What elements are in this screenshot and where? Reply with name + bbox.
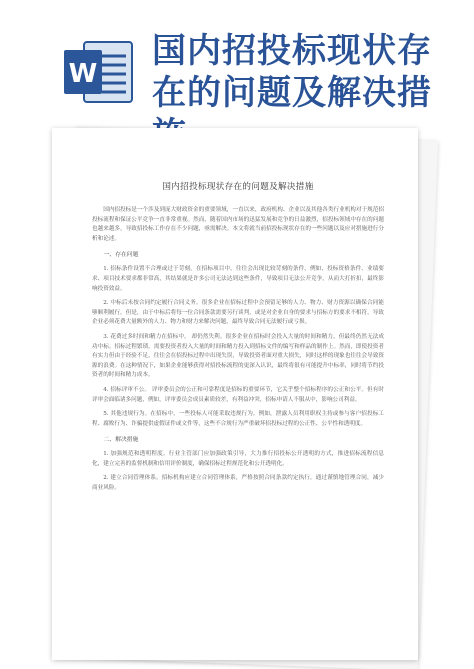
issue-paragraph: 2. 中标后未按合同约定履行合同义务。很多企业在招标过程中会预留足够的人力、物力、财力资源以确保合同能够顺利履行。但是，由于中标后将每一位合同条款需要另行谈判，或是对企业自身的要求与招标方的要求不相符，导致企业必须花费大量额外的人力、物力和财力来解决问题，最终导致合同无法履行或亏损。	[92, 300, 384, 326]
issue-paragraph: 5. 其他违规行为。在招标中，一些投标人可能采取违规行为，例如，泄露人员利用职权主持或参与客户招投标工程、腐败行为、诈骗提供虚假证件或文件等，这些不合规行为严重破坏招投标过程的公正性、公平性和透明度。	[92, 411, 384, 427]
document-page	[52, 128, 418, 660]
issue-paragraph: 1. 招标条件设置不合理或过于苛刻。在招标项目中，往往会出现比较苛刻的条件，例如，投标资格条件、业绩要求、项目技术要求都非常高，其结果就是许多公司无法达到这些条件，导致项目无法公开竞争，从而大打折扣，最终影响投资效益。	[92, 266, 384, 292]
word-icon-letter: W	[68, 59, 98, 89]
banner-title: 国内招投标现状存在的问题及解决措	[152, 31, 432, 113]
issue-paragraph: 3. 花费过多时间和精力在招标中。 却仍然失利。很多企业在招标时会投入大量的时间和精力，但最终仍然无法成功中标。招标过程繁琐，需要投资者投入大量的时间和精力投入到招标文件的编写和样品的制作上。然而，即使投资者有实力但由于经验不足，往往会在招投标过程中出现失误，导致投资者面对重大损失，同时这样的现象也往往会导致资源的浪费。在这种情况下，如果企业能够获得对招投标流程的更深入认识，最终将很有可能提升中标率，同时将节约投资者的时间和精力成本。	[92, 333, 384, 379]
section-heading-solutions: 二、解决措施	[103, 437, 139, 444]
document-preview[interactable]	[52, 128, 426, 660]
word-document-icon	[62, 38, 136, 106]
solution-paragraph: 1. 加强规范和透明程度。行业主管部门应加强政策引导，大力推行招投标公开透明的方式，推进招标流程信息化，建立完善的监督机制和信用评价制度，确保招标过程规范化和公开透明化。	[92, 451, 384, 467]
solution-paragraph: 2. 建立合同管理体系。招标机构应建立合同管理体系，严格按照合同条款约定执行，通过谨慎地管理合同，减少商业风险。	[92, 475, 384, 492]
section-heading-problems: 一、存在问题	[103, 252, 139, 259]
header-banner	[0, 0, 474, 118]
document-title: 国内招投标现状存在的问题及解决措施	[162, 182, 314, 192]
issue-paragraph: 4. 招标评审不公。 评审委员会的公正和可靠程度是招标的重要环节，它关乎整个招标程序的公正和公平。但有时评审会面临诸多问题，例如，评审委员会成员素质较差，有利益冲突，招标申请人不服从中，影响公司利益。	[92, 386, 384, 403]
intro-paragraph: 国内招投标是一个涉及到庞大财政资金的重要领域，一直以来，政府机构、企业以及其他各类行业机构对于规范招投标流程和保证公平竞争一直非常重视。然而，随着国内市场的迅猛发展和竞争的日益激烈，招投标领域中存在的问题也越来越多，导致招投标工作存在不少问题，亟需解决。本文将就当前招投标现状存在的一些问题以及应对措施进行分析和论述。	[92, 207, 384, 242]
